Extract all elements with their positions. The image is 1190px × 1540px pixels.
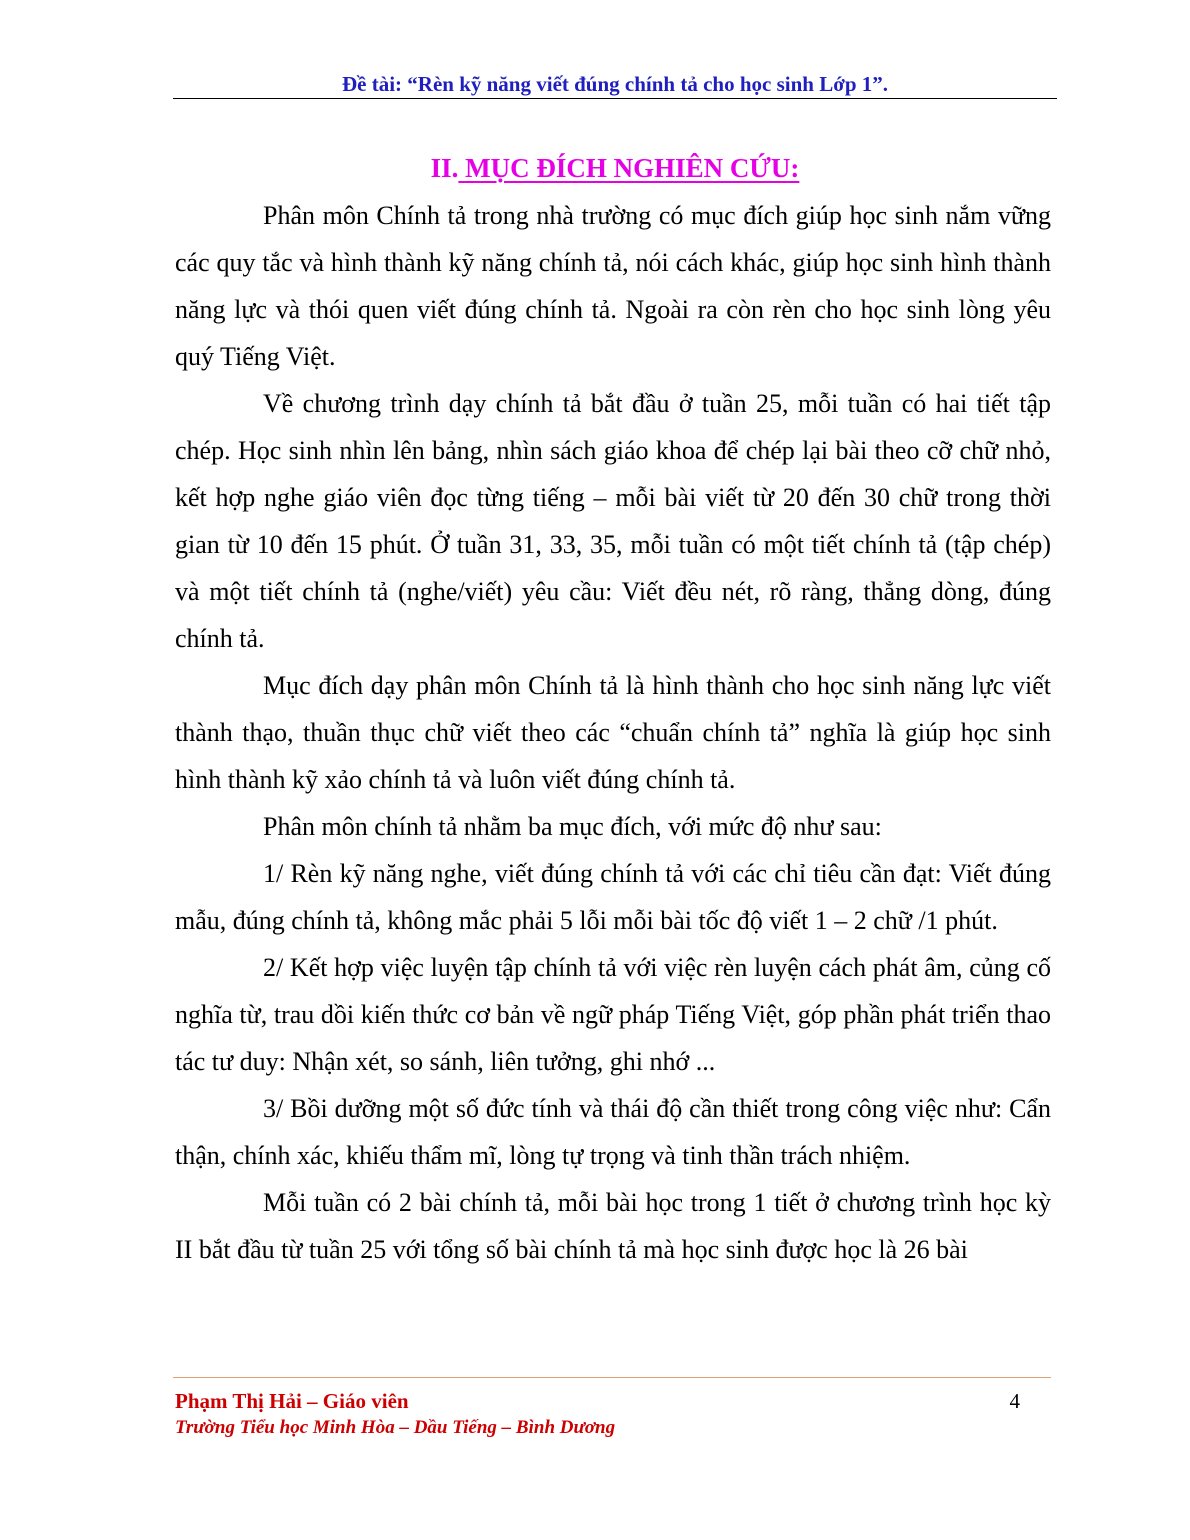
footer-school: Trường Tiểu học Minh Hòa – Dầu Tiếng – Bình Dương [175,1417,616,1438]
footer-author: Phạm Thị Hải – Giáo viên [175,1389,409,1413]
section-number: II. [430,153,459,183]
header-divider [173,98,1057,99]
paragraph-3: Mục đích dạy phân môn Chính tả là hình thành cho học sinh năng lực viết thành thạo, thuần thục chữ viết theo các “chuẩn chính tả” nghĩa là giúp học sinh hình thành kỹ xảo chính tả và luôn viết đúng chính tả. [175,671,1051,794]
paragraph-8: Mỗi tuần có 2 bài chính tả, mỗi bài học trong 1 tiết ở chương trình học kỳ II bắt đầu từ tuần 25 với tổng số bài chính tả mà học sinh được học là 26 bài [175,1188,1051,1264]
paragraph-1: Phân môn Chính tả trong nhà trường có mục đích giúp học sinh nắm vững các quy tắc và hình thành kỹ năng chính tả, nói cách khác, giúp học sinh hình thành năng lực và thói quen viết đúng chính tả. Ngoài ra còn rèn cho học sinh lòng yêu quý Tiếng Việt. [175,201,1051,371]
page-header-title: Đề tài: “Rèn kỹ năng viết đúng chính tả cho học sinh Lớp 1”. [341,72,889,96]
page-number: 4 [1009,1389,1020,1413]
paragraph-7: 3/ Bồi dưỡng một số đức tính và thái độ cần thiết trong công việc như: Cẩn thận, chính xác, khiếu thẩm mĩ, lòng tự trọng và tinh thần trách nhiệm. [175,1094,1051,1170]
paragraph-5: 1/ Rèn kỹ năng nghe, viết đúng chính tả với các chỉ tiêu cần đạt: Viết đúng mẫu, đúng chính tả, không mắc phải 5 lỗi mỗi bài tốc độ viết 1 – 2 chữ /1 phút. [175,859,1051,935]
paragraph-4: Phân môn chính tả nhằm ba mục đích, với mức độ như sau: [263,812,882,841]
footer-divider [173,1377,1051,1378]
paragraph-6: 2/ Kết hợp việc luyện tập chính tả với việc rèn luyện cách phát âm, củng cố nghĩa từ, trau dồi kiến thức cơ bản về ngữ pháp Tiếng Việt, góp phần phát triển thao tác tư duy: Nhận xét, so sánh, liên tưởng, ghi nhớ ... [175,953,1051,1076]
section-title: MỤC ĐÍCH NGHIÊN CỨU: [458,153,800,183]
paragraph-2: Về chương trình dạy chính tả bắt đầu ở tuần 25, mỗi tuần có hai tiết tập chép. Học sinh nhìn lên bảng, nhìn sách giáo khoa để chép lại bài theo cỡ chữ nhỏ, kết hợp nghe giáo viên đọc từng tiếng – mỗi bài viết từ 20 đến 30 chữ trong thời gian từ 10 đến 15 phút. Ở tuần 31, 33, 35, mỗi tuần có một tiết chính tả (tập chép) và một tiết chính tả (nghe/viết) yêu cầu: Viết đều nét, rõ ràng, thẳng dòng, đúng chính tả. [175,389,1051,653]
body-text [175,192,1051,1273]
section-heading [173,150,1057,186]
